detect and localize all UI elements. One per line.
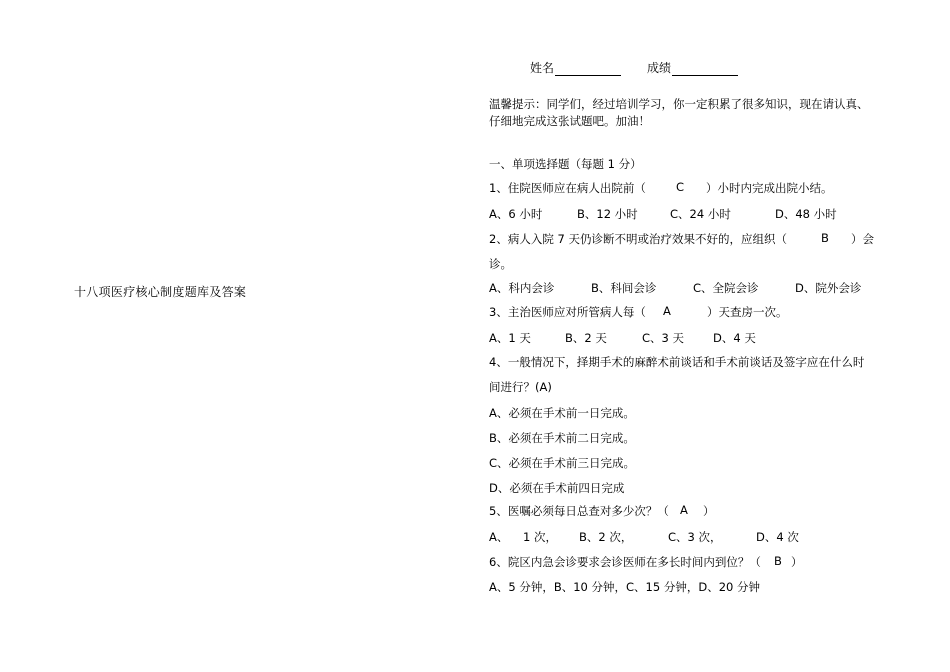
score-field [647,59,738,76]
question-1-answer: C [676,180,685,194]
q4-option-c: C、必须在手术前三日完成。 [489,456,636,470]
q4-option-a: A、必须在手术前一日完成。 [489,406,635,420]
name-field [530,59,621,76]
q2-option-c: C、全院会诊 [693,281,759,295]
q3-option-a: A、1 天 [489,331,531,345]
q1-option-c: C、24 小时 [670,207,731,221]
question-3-text-after: ）天查房一次。 [707,305,788,319]
question-4-line-1: 4、一般情况下，择期手术的麻醉术前谈话和手术前谈话及签字应在什么时 [489,355,865,369]
q5-option-b: B、2 次， [579,530,633,544]
q5-option-a-letter: A、 [489,530,509,544]
question-2: 2、病人入院 7 天仍诊断不明或治疗效果不好的，应组织（ [489,232,787,246]
score-label: 成绩 [647,61,672,75]
q1-option-a: A、6 小时 [489,207,543,221]
q5-option-d: D、4 次 [756,530,799,544]
question-5-text-after: ） [703,504,715,518]
question-1-text-after: ）小时内完成出院小结。 [706,181,833,195]
q1-option-d: D、48 小时 [775,207,837,221]
question-2-line-2: 诊。 [489,257,512,271]
question-5-answer: A [680,503,688,517]
name-label: 姓名 [530,61,555,75]
question-3-answer: A [663,304,671,318]
name-blank[interactable] [555,62,621,76]
q3-option-c: C、3 天 [642,331,685,345]
question-1 [489,180,646,196]
question-1-text: 1、住院医师应在病人出院前（ [489,181,646,195]
document-title: 十八项医疗核心制度题库及答案 [74,285,247,299]
q2-option-a: A、科内会诊 [489,281,555,295]
q4-option-d: D、必须在手术前四日完成 [489,481,625,495]
q2-option-b: B、科间会诊 [591,281,657,295]
question-6: 6、院区内急会诊要求会诊医师在多长时间内到位？（ [489,555,761,569]
question-3: 3、主治医师应对所管病人每（ [489,305,646,319]
q5-option-a-value: 1 次， [523,530,557,544]
question-6-answer: B [774,554,782,568]
question-6-text-after: ） [791,555,803,569]
q4-option-b: B、必须在手术前二日完成。 [489,431,635,445]
q2-option-d: D、院外会诊 [795,281,862,295]
q1-option-b: B、12 小时 [577,207,638,221]
question-4-line-2: 间进行？(A) [489,380,552,394]
question-2-text-after: ）会 [851,232,874,246]
score-blank[interactable] [672,62,738,76]
q3-option-b: B、2 天 [565,331,607,345]
tip-line-2: 仔细地完成这张试题吧。加油！ [489,114,650,128]
section-heading: 一、单项选择题（每题 1 分） [489,157,642,171]
q6-options: A、5 分钟，B、10 分钟，C、15 分钟，D、20 分钟 [489,580,760,594]
q3-option-d: D、4 天 [713,331,756,345]
question-5: 5、医嘱必须每日总查对多少次？（ [489,504,669,518]
tip-line-1: 温馨提示：同学们，经过培训学习，你一定积累了很多知识，现在请认真、 [489,97,869,111]
q5-option-c: C、3 次， [668,530,722,544]
question-2-answer: B [821,231,829,245]
